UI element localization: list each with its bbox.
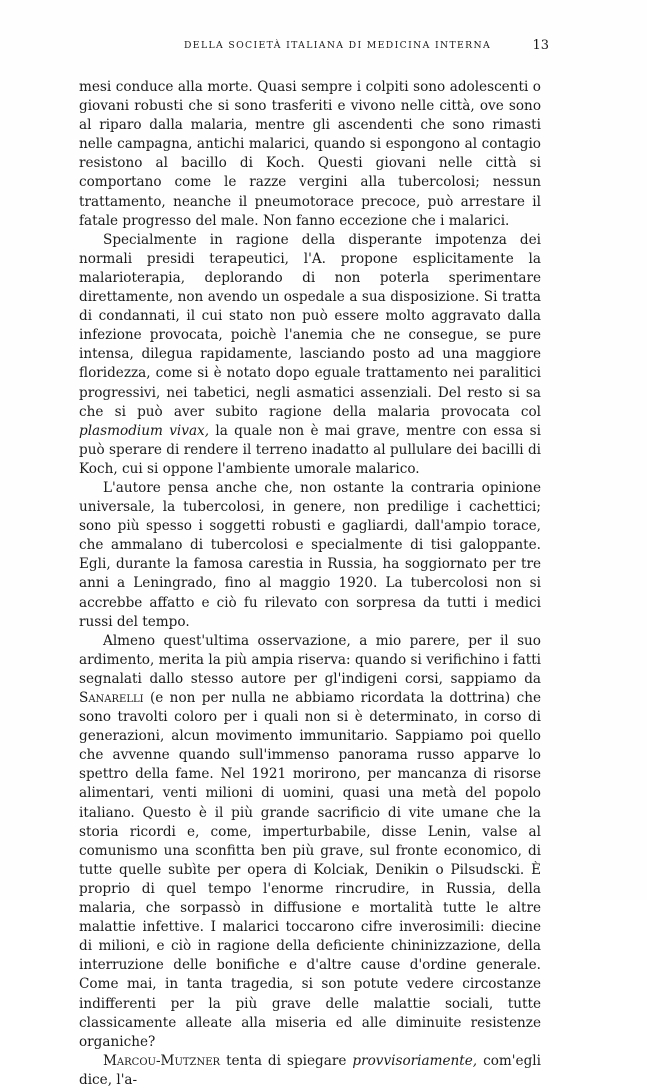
paragraph-3 [79,479,541,632]
paragraph-1 [79,78,541,231]
running-header [100,40,547,58]
paragraph-3-text: L'autore pensa anche che, non ostante la contraria opinione universale, la tubercolosi, in genere, non predilige i cachettici; sono più spesso i soggetti robusti e gagliardi, dall'ampio torace, che ammalano di tubercolosi e specialmente di tisi galoppante. Egli, durante la famosa carestia in Russia, ha soggiornato per tre anni a Leningrado, fino al maggio 1920. La tubercolosi non si accrebbe affatto e ciò fu rilevato con sorpresa da tutti i medici russi del tempo. [79,479,541,630]
italic-term-plasmodium: plasmodium vivax, [79,422,210,439]
paragraph-4-text-a: Almeno quest'ultima osservazione, a mio parere, per il suo ardimento, merita la più ampia riserva: quando si verifichino i fatti segnalati dallo stesso autore per gl'indigeni corsi, sappiamo da [79,632,541,687]
paragraph-4 [79,632,541,1052]
paragraph-1-text: mesi conduce alla morte. Quasi sempre i colpiti sono adolescenti o giovani robusti che si sono trasferiti e vivono nelle città, ove sono al riparo dalla malaria, mentre gli ascendenti che sono rimasti nelle campagna, antichi malarici, quando si espongono al contagio resistono al bacillo di Koch. Questi giovani nelle città si comportano come le razze vergini alla tubercolosi; nessun trattamento, neanche il pneumotorace precoce, può arrestare il fatale progresso del male. Non fanno eccezione che i malarici. [79,79,541,229]
paragraph-2 [79,231,541,479]
paragraph-4-text-b: (e non per nulla ne abbiamo ricordata la dottrina) che sono travolti coloro per i quali non si è determinato, in corso di generazioni, alcun movimento immunitario. Sappiamo poi quello che avvenne quando sull'immenso panorama russo apparve lo spettro della fame. Nel 1921 morirono, per mancanza di risorse alimentari, venti milioni di uomini, quasi una metà del popolo italiano. Questo è il più grande sacrificio di vite umane che la storia ricordi e, come, imperturbabile, disse Lenin, valse al comunismo una sconfitta ben più grave, sul fronte economico, di tutte quelle subìte per opera di Kolciak, Denikin o Pilsudscki. È proprio di quel tempo l'enorme rincrudire, in Russia, della malaria, che sorpassò in diffusione e mortalità tutte le altre malattie infettive. I malarici toccarono cifre inverosimili: diecine di milioni, e ciò in ragione della deficiente chininizzazione, della interruzione delle bonifiche e d'altre cause d'ordine generale. Come mai, in tanta tragedia, si son potute vedere circostanze indifferenti per la più grave delle malattie sociali, tutte classicamente alleate alla miseria ed alle diminuite resistenze organiche? [79,690,541,1050]
paragraph-5-text-a: tenta di spiegare [220,1052,353,1069]
paragraph-5-text-b: com'egli dice, l'a- [79,1052,541,1088]
author-name-sanarelli: Sanarelli [79,690,144,706]
paragraph-5 [79,1052,541,1090]
page-number: 13 [532,38,549,53]
author-name-marcou-mutzner: Marcou-Mutzner [103,1052,221,1069]
body-text [79,78,541,1090]
italic-term-provvisoriamente: provvisoriamente, [352,1052,478,1069]
running-title: DELLA SOCIETÀ ITALIANA DI MEDICINA INTERNA [184,40,492,51]
paragraph-2-text-a: Specialmente in ragione della disperante impotenza dei normali presidi terapeutici, l'A. propone esplicitamente la malarioterapia, deplorando di non poterla sperimentare direttamente, non avendo un ospedale a sua disposizione. Si tratta di condannati, il cui stato non può essere molto aggravato dalla infezione provocata, poichè l'anemia che ne consegue, se pure intensa, dilegua rapidamente, lasciando posto ad una maggiore floridezza, come si è notato dopo eguale trattamento nei paralitici progressivi, nei tabetici, negli asmatici assenziali. Del resto si sa che si può aver subito ragione della malaria provocata col [79,231,541,420]
paragraph-2-text-b: la quale non è mai grave, mentre con essa si può sperare di rendere il terreno inadatto al pullulare dei bacilli di Koch, cui si oppone l'ambiente umorale malarico. [79,422,541,477]
